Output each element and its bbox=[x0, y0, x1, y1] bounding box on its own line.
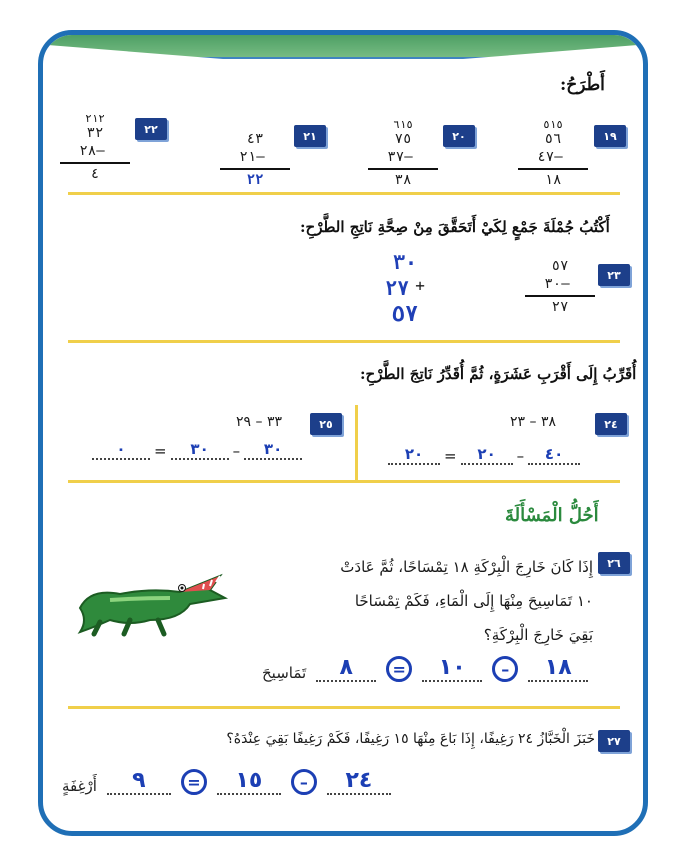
check-addend-b: ٢٧ bbox=[385, 276, 410, 300]
minus-circle-icon: – bbox=[492, 656, 518, 682]
top-number: ٤٣ bbox=[246, 131, 264, 147]
estimate-result: ٠ bbox=[92, 440, 150, 460]
minus-sign: – bbox=[256, 149, 271, 165]
problem-20 bbox=[368, 118, 438, 190]
carry-tens: ٢ bbox=[85, 112, 92, 125]
answer-rule bbox=[525, 295, 595, 297]
check-addend-a: ٣٠ bbox=[392, 250, 418, 274]
problem-24-estimate bbox=[388, 445, 580, 465]
carry-tens: ٥ bbox=[543, 118, 550, 131]
problem-25-estimate bbox=[92, 440, 302, 460]
subtrahend: ٤٧ bbox=[537, 149, 555, 165]
difference: ٩ bbox=[107, 768, 171, 795]
problem-19 bbox=[518, 118, 588, 190]
badge-25: ٢٥ bbox=[310, 413, 342, 435]
rounded-b: ٣٠ bbox=[171, 440, 229, 460]
round-heading: أُقَرِّبُ إِلَى أَقْرَبِ عَشَرَةٍ، ثُمَّ أُقَدِّرُ نَاتِجَ الطَّرْحِ: bbox=[360, 365, 637, 383]
badge-22: ٢٢ bbox=[135, 118, 167, 140]
answer: ٣٨ bbox=[394, 172, 412, 188]
separator bbox=[68, 192, 620, 195]
minus-sign: – bbox=[96, 143, 111, 159]
solve-heading: أَحُلُّ الْمَسْأَلَةَ bbox=[505, 505, 599, 526]
answer-rule bbox=[60, 162, 130, 164]
top-number: ٥٧ bbox=[551, 258, 569, 274]
problem-26-line-3: بَقِيَ خَارِجَ الْبِرْكَةِ؟ bbox=[483, 626, 593, 644]
minus-sign: – bbox=[561, 276, 576, 292]
subtrahend: ٢٨ bbox=[79, 143, 97, 159]
subtrahend: ١٥ bbox=[217, 768, 281, 795]
carry-ones: ١٥ bbox=[399, 118, 413, 131]
minus-sign: – bbox=[554, 149, 569, 165]
estimate-result: ٢٠ bbox=[388, 445, 440, 465]
problem-22 bbox=[60, 112, 130, 184]
problem-26-equation bbox=[262, 655, 588, 682]
subtrahend: ١٠ bbox=[422, 655, 482, 682]
minus-circle-icon: – bbox=[291, 769, 317, 795]
top-number: ٧٥ bbox=[394, 131, 412, 147]
minus-sign: – bbox=[232, 442, 241, 460]
minus-sign: – bbox=[404, 149, 419, 165]
badge-19: ١٩ bbox=[594, 125, 626, 147]
problem-26-line-1: إِذَا كَانَ خَارِجَ الْبِرْكَةِ ١٨ تِمْسَاحًا، ثُمَّ عَادَتْ bbox=[340, 558, 593, 576]
badge-20: ٢٠ bbox=[443, 125, 475, 147]
badge-23: ٢٣ bbox=[598, 264, 630, 286]
answer: ٢٢ bbox=[246, 172, 264, 188]
problem-24-expression: ٣٨ – ٢٣ bbox=[510, 414, 556, 430]
check-heading: أَكْتُبُ جُمْلَةَ جَمْعٍ لِكَيْ أَتَحَقَّقَ مِنْ صِحَّةِ نَاتِجِ الطَّرْحِ: bbox=[300, 218, 610, 236]
problem-27-text: خَبَزَ الْخَبَّازُ ٢٤ رَغِيفًا، إِذَا بَاعَ مِنْهَا ١٥ رَغِيفًا، فَكَمْ رَغِيفًا بَقِيَ عِنْدَهُ؟ bbox=[226, 731, 595, 747]
answer: ٢٧ bbox=[551, 299, 569, 315]
separator bbox=[68, 706, 620, 709]
badge-27: ٢٧ bbox=[598, 730, 630, 752]
problem-26-text bbox=[268, 550, 593, 652]
unit-label: أَرْغِفَةٍ bbox=[62, 777, 97, 795]
answer-rule bbox=[518, 168, 588, 170]
top-number: ٣٢ bbox=[86, 125, 104, 141]
answer-rule bbox=[220, 168, 290, 170]
problem-21 bbox=[220, 118, 290, 194]
top-number: ٥٦ bbox=[544, 131, 562, 147]
subtrahend: ٣٧ bbox=[387, 149, 405, 165]
equals-sign: = bbox=[154, 442, 167, 460]
equals-circle-icon: = bbox=[386, 656, 412, 682]
crocodile-icon bbox=[70, 558, 230, 638]
equals-circle-icon: = bbox=[181, 769, 207, 795]
unit-label: تَمَاسِيحَ bbox=[262, 664, 307, 682]
problem-25-expression: ٣٣ – ٢٩ bbox=[236, 414, 282, 430]
subtrahend: ٢١ bbox=[239, 149, 257, 165]
problem-26-line-2: ١٠ تَمَاسِيحَ مِنْهَا إِلَى الْمَاءِ، فَكَمْ تِمْسَاحًا bbox=[354, 592, 593, 610]
equals-sign: = bbox=[444, 447, 457, 465]
separator bbox=[68, 340, 620, 343]
answer: ٤ bbox=[90, 166, 100, 182]
carry-tens: ٦ bbox=[393, 118, 400, 131]
separator bbox=[68, 480, 620, 483]
check-sum: ٥٧ bbox=[391, 302, 419, 327]
carry-ones: ١٥ bbox=[549, 118, 563, 131]
rounded-a: ٤٠ bbox=[528, 445, 580, 465]
minuend: ٢٤ bbox=[327, 768, 391, 795]
answer-rule bbox=[368, 168, 438, 170]
answer: ١٨ bbox=[544, 172, 562, 188]
vertical-separator bbox=[355, 405, 358, 480]
badge-24: ٢٤ bbox=[595, 413, 627, 435]
minus-sign: – bbox=[516, 447, 525, 465]
problem-23 bbox=[525, 258, 595, 317]
subtrahend: ٣٠ bbox=[544, 276, 562, 292]
minuend: ١٨ bbox=[528, 655, 588, 682]
rounded-b: ٢٠ bbox=[461, 445, 513, 465]
subtract-heading: أَطْرَحُ: bbox=[560, 75, 605, 95]
problem-27-equation bbox=[62, 768, 391, 795]
carry-ones: ١٢ bbox=[91, 112, 105, 125]
plus-sign: + bbox=[415, 276, 425, 295]
difference: ٨ bbox=[316, 655, 376, 682]
badge-26: ٢٦ bbox=[598, 552, 630, 574]
rounded-a: ٣٠ bbox=[244, 440, 302, 460]
check-addition bbox=[360, 250, 450, 327]
badge-21: ٢١ bbox=[294, 125, 326, 147]
